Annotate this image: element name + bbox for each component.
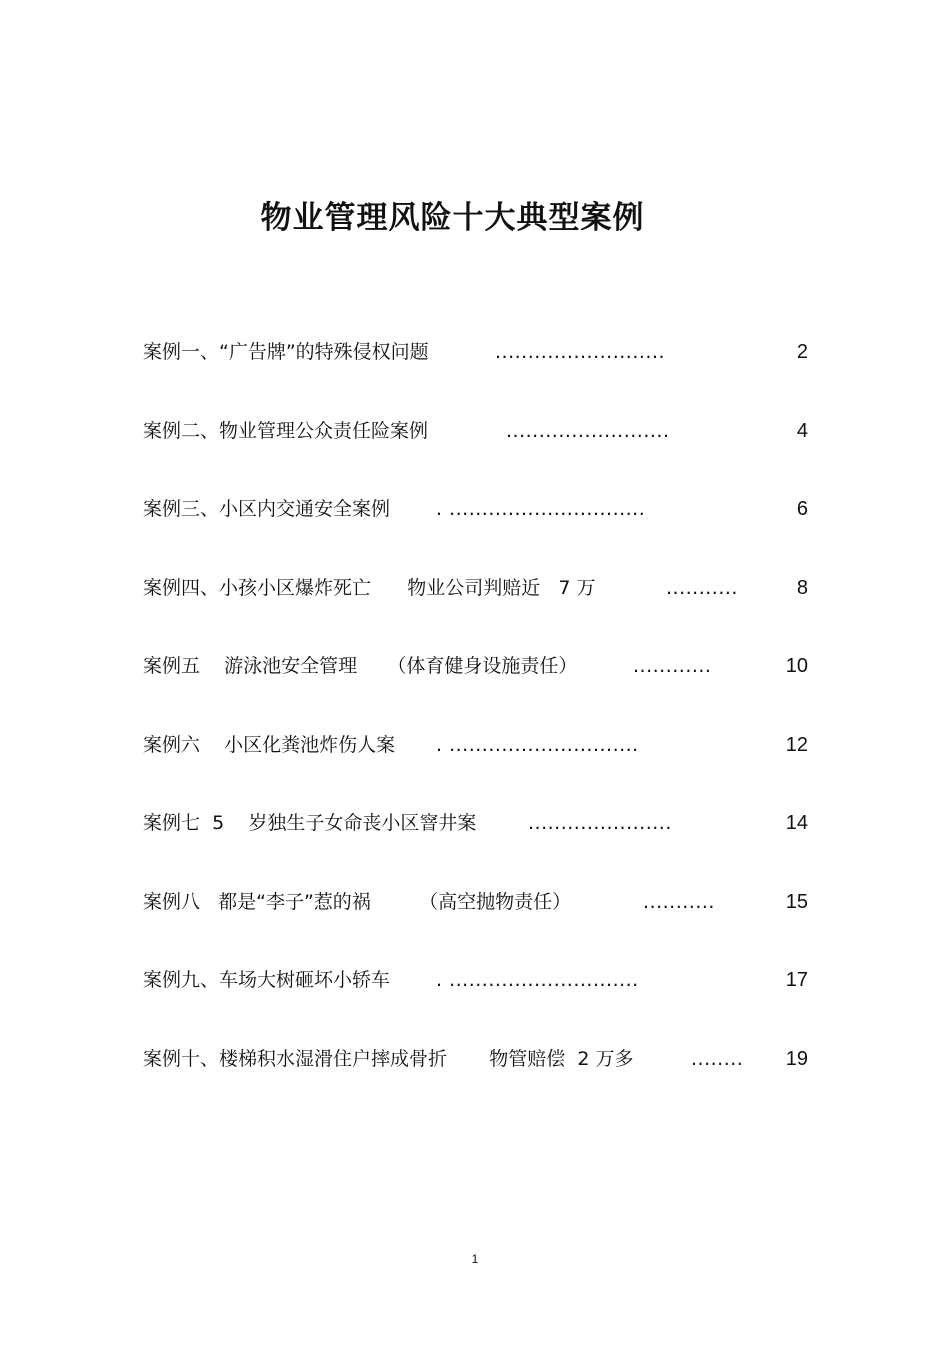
- toc-entry[interactable]: [143, 962, 808, 1041]
- toc-page-number: 6: [796, 498, 808, 520]
- toc-leader-dots: ...........: [643, 890, 715, 913]
- toc-entry[interactable]: [143, 884, 808, 963]
- document-title: 物业管理风险十大典型案例: [260, 200, 645, 236]
- page-number: 1: [471, 1252, 479, 1266]
- table-of-contents: [143, 334, 808, 1119]
- toc-entry-label: 案例八 都是“李子”惹的祸 （高空抛物责任）: [143, 890, 572, 913]
- toc-entry-label: 案例九、车场大树砸坏小轿车: [143, 969, 391, 991]
- toc-page-number: 10: [785, 655, 808, 677]
- toc-entry[interactable]: [143, 648, 808, 727]
- toc-entry-label: 案例六 小区化粪池炸伤人案: [143, 733, 396, 756]
- toc-leader-dots: ......................: [528, 812, 672, 834]
- toc-entry-label: 案例三、小区内交通安全案例: [143, 498, 391, 520]
- toc-page-number: 14: [785, 812, 808, 834]
- toc-entry[interactable]: [143, 334, 808, 413]
- toc-page-number: 12: [785, 733, 808, 756]
- toc-entry-label: 案例二、物业管理公众责任险案例: [143, 419, 429, 442]
- toc-entry-label: 案例五 游泳池安全管理 （体育健身设施责任）: [143, 655, 578, 677]
- toc-page-number: 4: [796, 419, 808, 442]
- toc-page-number: 15: [785, 890, 808, 913]
- toc-leader-dots: . .............................: [436, 969, 639, 991]
- toc-leader-dots: . .............................: [436, 733, 639, 756]
- toc-leader-dots: . ..............................: [436, 498, 646, 520]
- toc-page-number: 19: [785, 1047, 808, 1070]
- toc-page-number: 2: [796, 341, 808, 363]
- toc-leader-dots: ........: [691, 1047, 744, 1070]
- toc-entry[interactable]: [143, 491, 808, 570]
- toc-entry[interactable]: [143, 727, 808, 806]
- toc-leader-dots: ..........................: [495, 341, 666, 363]
- toc-entry[interactable]: [143, 1041, 808, 1120]
- toc-entry-label: 案例七 5 岁独生子女命丧小区窨井案: [143, 812, 477, 834]
- toc-entry[interactable]: [143, 413, 808, 492]
- toc-leader-dots: .........................: [506, 419, 670, 442]
- toc-page-number: 8: [796, 576, 808, 599]
- toc-entry-label: 案例四、小孩小区爆炸死亡 物业公司判赔近 7 万: [143, 576, 596, 599]
- toc-page-number: 17: [785, 969, 808, 991]
- toc-leader-dots: ...........: [666, 576, 738, 599]
- toc-entry-label: 案例十、楼梯积水湿滑住户摔成骨折 物管赔偿 2 万多: [143, 1047, 634, 1070]
- toc-entry[interactable]: [143, 805, 808, 884]
- toc-leader-dots: ............: [633, 655, 712, 677]
- toc-entry-label: 案例一、“广告牌”的特殊侵权问题: [143, 341, 429, 363]
- toc-entry[interactable]: [143, 570, 808, 649]
